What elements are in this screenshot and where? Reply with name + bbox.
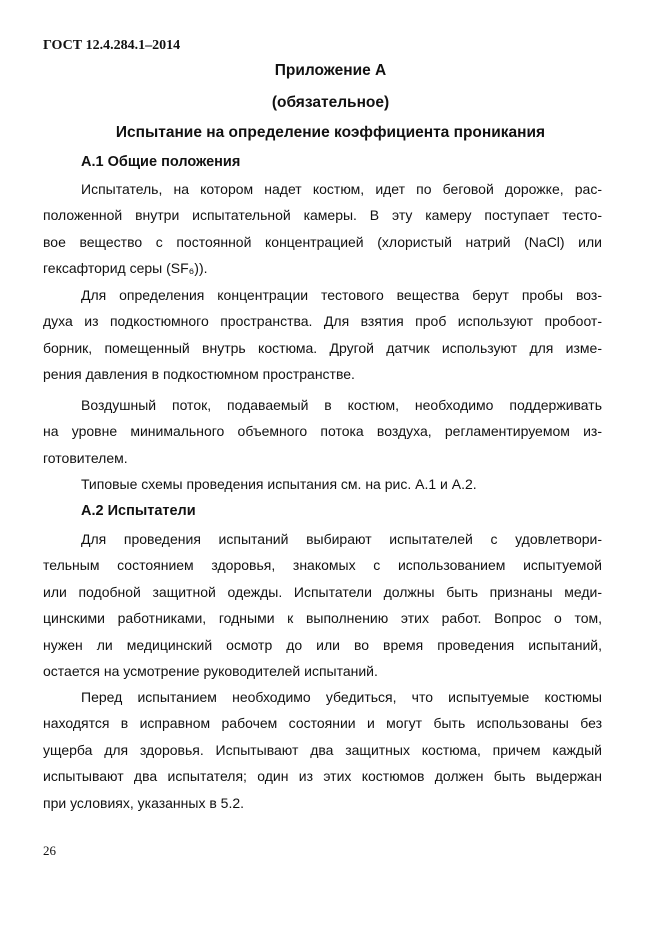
text-line: тельным состоянием здоровья, знакомых с использованием испытуемой — [43, 557, 602, 574]
text-line: духа из подкостюмного пространства. Для взятия проб используют пробоот- — [43, 313, 602, 330]
text-line: остается на усмотрение руководителей испытаний. — [43, 663, 378, 680]
page-number: 26 — [43, 843, 56, 858]
section-a2-paragraph-2 — [43, 684, 602, 816]
section-a2-heading: А.2 Испытатели — [81, 503, 196, 519]
section-a2-paragraph-1 — [43, 526, 602, 684]
text-line: на уровне минимального объемного потока воздуха, регламентируемом из- — [43, 423, 602, 440]
text-line: вое вещество с постоянной концентрацией (хлористый натрий (NaCl) или — [43, 233, 602, 250]
text-line: Испытатель, на котором надет костюм, идет по беговой дорожке, рас- — [81, 181, 602, 197]
text-line: Для проведения испытаний выбирают испытателей с удовлетвори- — [81, 531, 602, 547]
text-line: цинскими работниками, годными к выполнению этих работ. Вопрос о том, — [43, 610, 602, 627]
text-line: борник, помещенный внутрь костюма. Другой датчик используют для изме- — [43, 339, 602, 356]
text-line: находятся в исправном рабочем состоянии и могут быть использованы без — [43, 715, 602, 732]
text-line: при условиях, указанных в 5.2. — [43, 794, 245, 811]
standard-number: ГОСТ 12.4.284.1–2014 — [43, 38, 181, 53]
section-a1-paragraph-2 — [43, 282, 602, 388]
text-line: испытывают два испытателя; один из этих костюмов должен быть выдержан — [43, 768, 602, 785]
text-line: Перед испытанием необходимо убедиться, что испытуемые костюмы — [81, 689, 602, 705]
appendix-title: Приложение А — [274, 62, 387, 79]
appendix-status: (обязательное) — [271, 94, 390, 111]
text-line: готовителем. — [43, 449, 128, 466]
section-a1-paragraph-1 — [43, 176, 602, 282]
section-a1-paragraph-4 — [43, 471, 602, 497]
text-line: или подобной защитной одежды. Испытатели должны быть признаны меди- — [43, 583, 602, 600]
section-a1-paragraph-3 — [43, 392, 602, 471]
text-line: Воздушный поток, подаваемый в костюм, необходимо поддерживать — [81, 397, 602, 413]
section-a1-heading: А.1 Общие положения — [81, 154, 241, 170]
text-line: Для определения концентрации тестового вещества берут пробы воз- — [81, 287, 602, 303]
appendix-heading: Испытание на определение коэффициента проникания — [115, 124, 546, 141]
text-line: Типовые схемы проведения испытания см. на рис. А.1 и А.2. — [81, 476, 477, 492]
text-line: ущерба для здоровья. Испытывают два защитных костюма, причем каждый — [43, 741, 602, 758]
text-line: рения давления в подкостюмном пространстве. — [43, 366, 355, 383]
text-line: гексафторид серы (SF₆)). — [43, 260, 208, 277]
text-line: нужен ли медицинский осмотр до или во время проведения испытаний, — [43, 636, 602, 653]
text-line: положенной внутри испытательной камеры. В эту камеру поступает тесто- — [43, 207, 602, 224]
